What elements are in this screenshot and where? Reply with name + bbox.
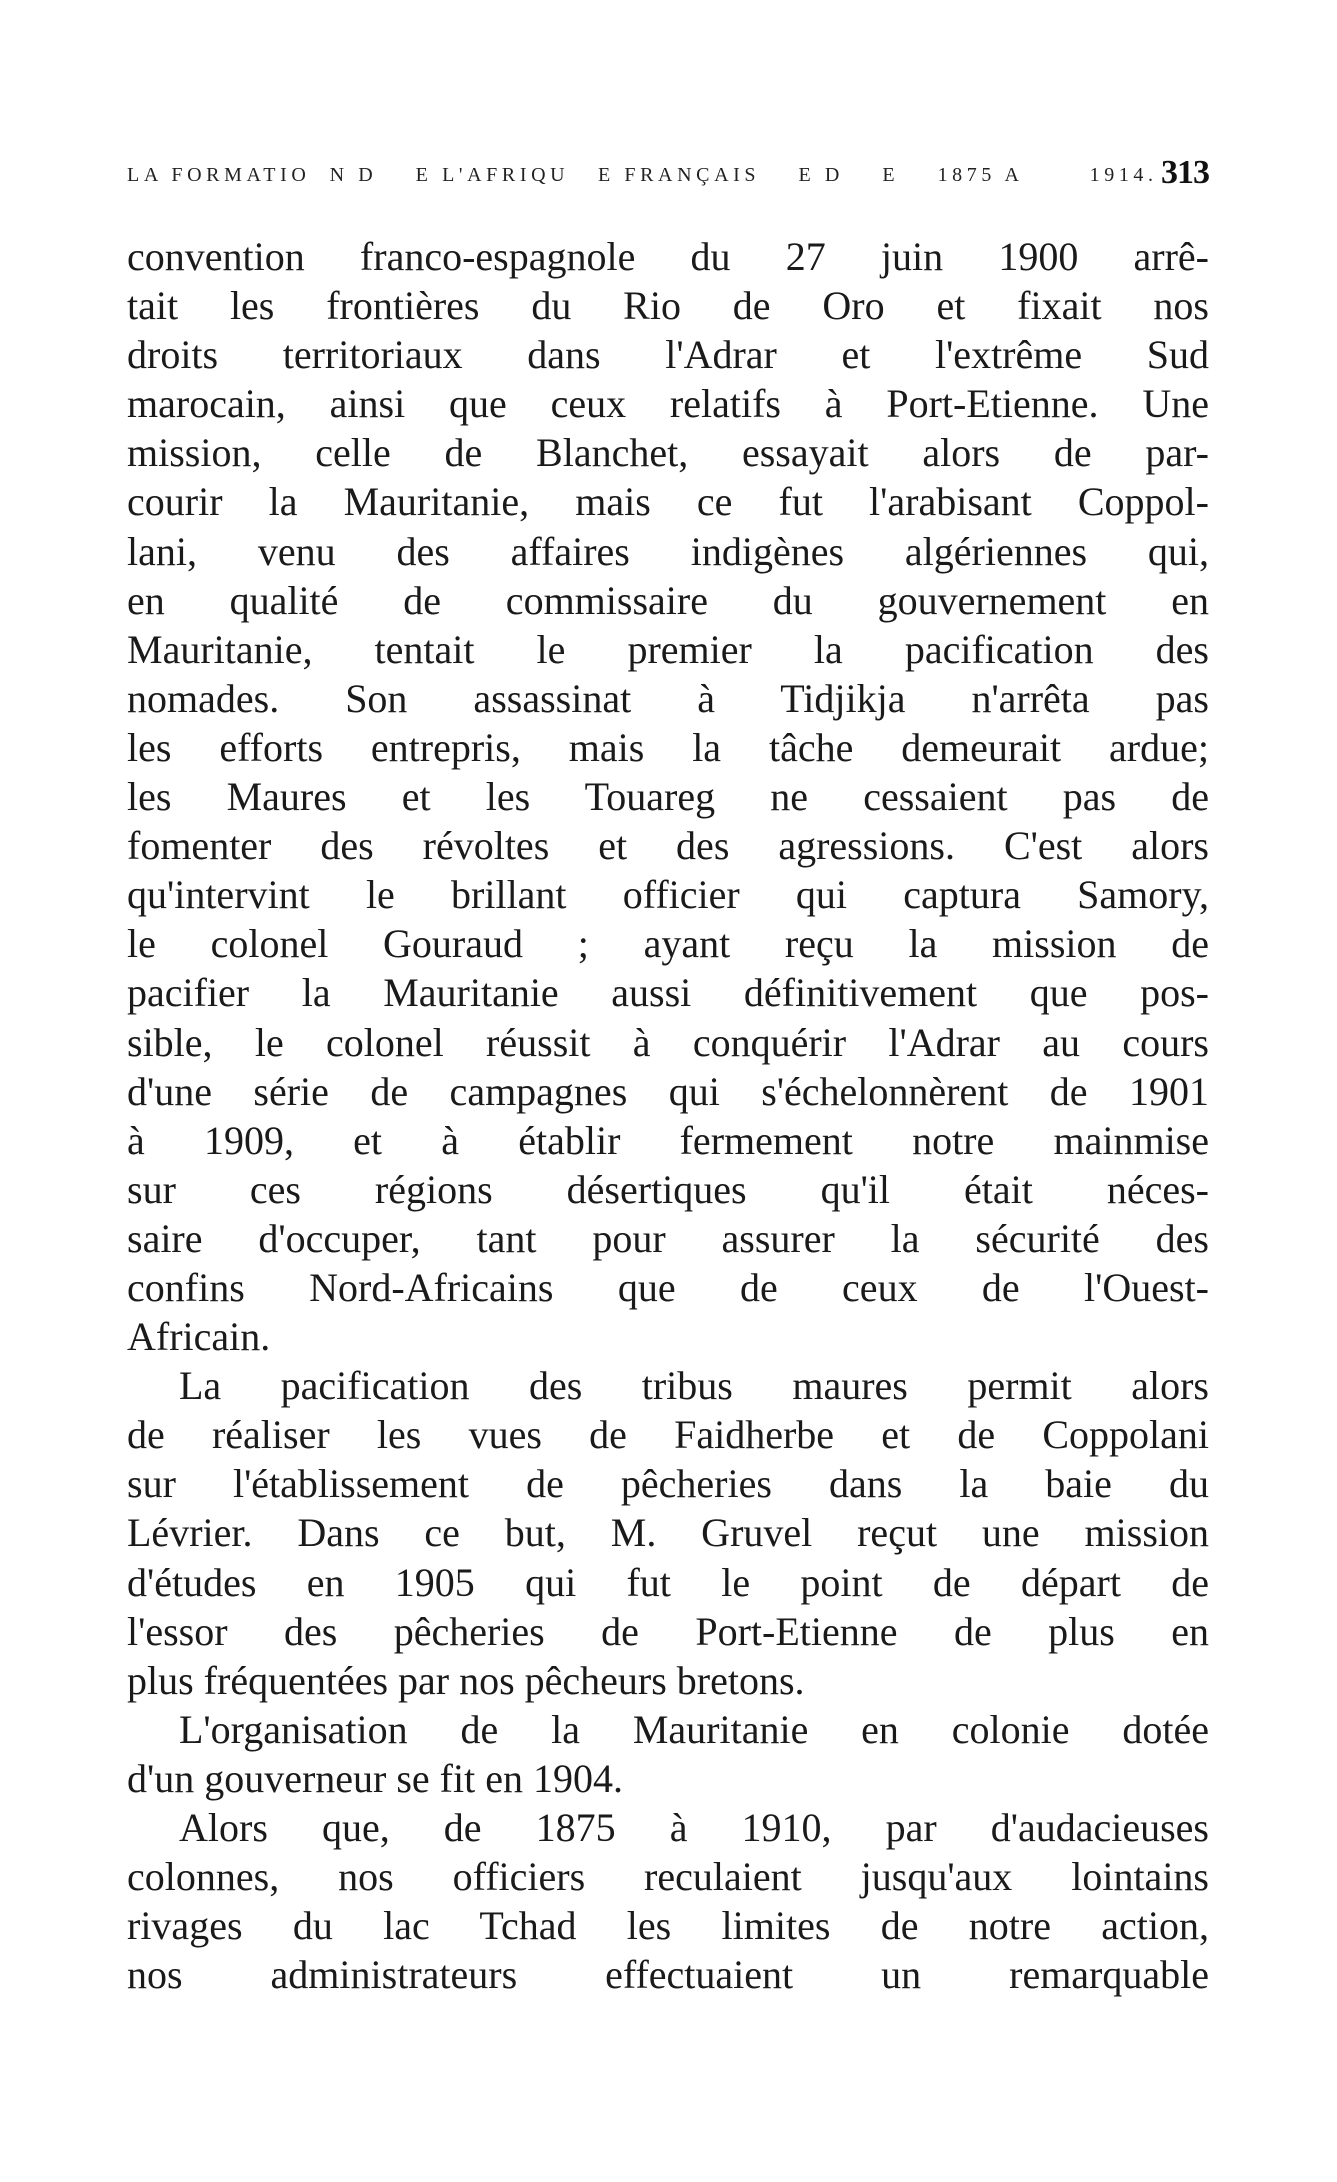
text-line: d'études en 1905 qui fut le point de départ de [127,1559,1209,1605]
text-line: d'un gouverneur se fit en 1904. [127,1755,623,1801]
page-number: 313 [1161,154,1209,191]
text-line: Africain. [127,1314,271,1360]
text-line: sur l'établissement de pêcheries dans la baie du [127,1461,1209,1507]
text-line: marocain, ainsi que ceux relatifs à Port-Etienne. Une [127,381,1209,427]
text-line: plus fréquentées par nos pêcheurs bretons. [127,1657,805,1703]
body-text [127,232,1209,1999]
text-line: tait les frontières du Rio de Oro et fixait nos [127,283,1209,329]
text-line: pacifier la Mauritanie aussi définitivement que pos- [127,970,1209,1016]
text-line: droits territoriaux dans l'Adrar et l'extrême Sud [127,332,1209,378]
text-line: nos administrateurs effectuaient un remarquable [127,1952,1209,1998]
text-line: Alors que, de 1875 à 1910, par d'audacieuses [179,1805,1209,1850]
text-line: qu'intervint le brillant officier qui captura Samory, [127,872,1209,918]
running-header [127,154,1209,200]
text-line: lani, venu des affaires indigènes algériennes qui, [127,528,1209,574]
running-title: LA FORMATIO N D E L'AFRIQU E FRANÇAIS E D E 1875 A 1914. [127,164,1158,186]
text-line: courir la Mauritanie, mais ce fut l'arabisant Coppol- [127,479,1209,525]
text-line: confins Nord-Africains que de ceux de l'Ouest- [127,1264,1209,1310]
text-line: les efforts entrepris, mais la tâche demeurait ardue; [127,724,1209,770]
text-line: en qualité de commissaire du gouvernement en [127,577,1209,623]
text-line: colonnes, nos officiers reculaient jusqu'aux lointains [127,1854,1209,1900]
text-line: Mauritanie, tentait le premier la pacification des [127,626,1209,672]
text-line: à 1909, et à établir fermement notre mainmise [127,1117,1209,1163]
text-line: saire d'occuper, tant pour assurer la sécurité des [127,1215,1209,1261]
text-line: rivages du lac Tchad les limites de notre action, [127,1903,1209,1949]
text-line: fomenter des révoltes et des agressions. C'est alors [127,823,1209,869]
text-line: sible, le colonel réussit à conquérir l'Adrar au cours [127,1019,1209,1065]
text-line: convention franco-espagnole du 27 juin 1900 arrê- [127,234,1209,279]
text-line: l'essor des pêcheries de Port-Etienne de plus en [127,1608,1209,1654]
text-line: les Maures et les Touareg ne cessaient pas de [127,774,1209,820]
text-line: d'une série de campagnes qui s'échelonnèrent de 1901 [127,1068,1209,1114]
text-line: La pacification des tribus maures permit alors [179,1363,1209,1409]
text-line: mission, celle de Blanchet, essayait alors de par- [127,430,1209,476]
text-line: le colonel Gouraud ; ayant reçu la mission de [127,921,1209,967]
text-line: L'organisation de la Mauritanie en colonie dotée [179,1706,1209,1752]
text-line: nomades. Son assassinat à Tidjikja n'arrêta pas [127,675,1209,721]
text-line: de réaliser les vues de Faidherbe et de Coppolani [127,1412,1209,1458]
text-line: sur ces régions désertiques qu'il était néces- [127,1166,1209,1212]
text-line: Lévrier. Dans ce but, M. Gruvel reçut une mission [127,1510,1209,1556]
